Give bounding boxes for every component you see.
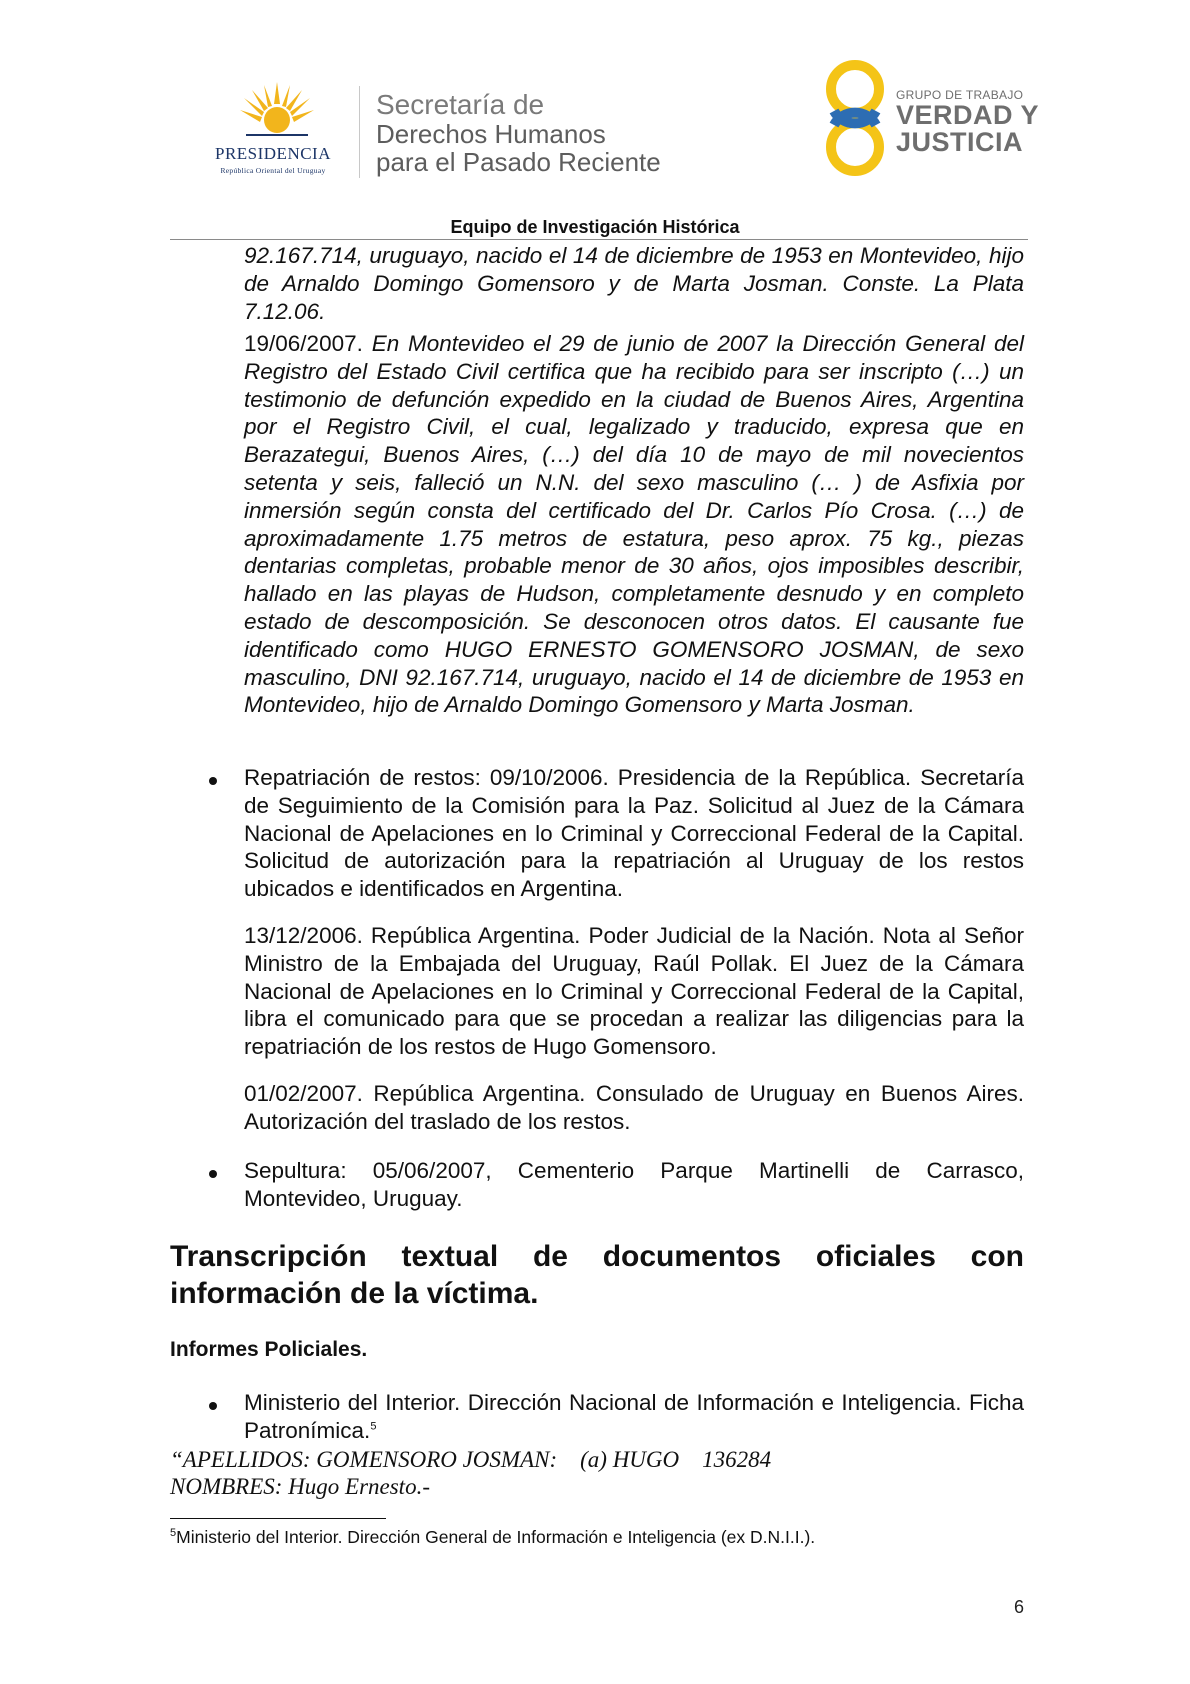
bullet-sepultura: Sepultura: 05/06/2007, Cementerio Parque Martinelli de Carrasco, Montevideo, Uruguay. <box>244 1158 1024 1211</box>
presidencia-logo <box>198 82 348 178</box>
sun-emblem-icon <box>238 82 316 142</box>
gtvj-small-label: GRUPO DE TRABAJO <box>896 88 1024 102</box>
bullet-text: Ministerio del Interior. Dirección Nacional de Información e Inteligencia. Ficha Patronímica. <box>244 1390 1024 1443</box>
bullet-repatriacion: Repatriación de restos: 09/10/2006. Presidencia de la República. Secretaría de Seguimiento de la Comisión para la Paz. Solicitud al Juez de la Cámara Nacional de Apelaciones en lo Criminal y Correccional Federal de la Capital. Solicitud de autorización para la repatriación al Uruguay de los restos ubicados e identificados en Argentina. <box>244 765 1024 902</box>
paragraph-registro-civil <box>244 330 1024 719</box>
italic-text: En Montevideo el 29 de junio de 2007 la Dirección General del Registro del Estado Civil certifica que ha recibido para ser inscripto (…) un testimonio de defunción expedido en la ciudad de Buenos Aires, Argentina por el Registro Civil, el cual, legalizado y traducido, expresa que en Berazategui, Buenos Aires, (…) del día 10 de mayo de mil novecientos setenta y seis, falleció un N.N. del sexo masculino (… ) de Asfixia por inmersión según consta del certificado del Dr. Carlos Pío Crosa. (…) de aproximadamente 1.75 metros de estatura, peso aprox. 75 kg., piezas dentarias completas, probable menor de 30 años, ojos imposibles describir, hallado en las playas de Hudson, completamente desnudo y en completo estado de descomposición. Se desconocen otros datos. El causante fue identificado como HUGO ERNESTO GOMENSORO JOSMAN, de sexo masculino, DNI 92.167.714, uruguayo, nacido el 14 de diciembre de 1953 en Montevideo, hijo de Arnaldo Domingo Gomensoro y Marta Josman. <box>244 331 1024 718</box>
page-number: 6 <box>1014 1597 1025 1617</box>
verdad-justicia-rings-icon <box>822 56 888 180</box>
section-heading: Transcripción textual de documentos oficiales con información de la víctima. <box>170 1240 1024 1310</box>
presidencia-subtitle: República Oriental del Uruguay <box>220 166 326 175</box>
quote-line-1: “APELLIDOS: GOMENSORO JOSMAN: (a) HUGO 136284 <box>170 1447 772 1472</box>
bullet-point <box>209 777 217 785</box>
bullet-point <box>209 1402 217 1410</box>
italic-text: 92.167.714, uruguayo, nacido el 14 de diciembre de 1953 en Montevideo, hijo de Arnaldo Domingo Gomensoro y de Marta Josman. Conste. La Plata 7.12.06. <box>244 243 1024 324</box>
paragraph-continuation <box>244 242 1024 325</box>
secretaria-line-2: Derechos Humanos <box>376 119 606 149</box>
secretaria-line-1: Secretaría de <box>376 89 545 120</box>
quote-line-2: NOMBRES: Hugo Ernesto.- <box>170 1474 430 1499</box>
footnote-separator <box>170 1518 386 1519</box>
gtvj-line-1: VERDAD Y <box>896 100 1040 130</box>
gtvj-line-2: JUSTICIA <box>896 127 1024 157</box>
paragraph-consulado: 01/02/2007. República Argentina. Consulado de Uruguay en Buenos Aires. Autorización del traslado de los restos. <box>244 1081 1024 1134</box>
date-text: 19/06/2007. <box>244 331 363 356</box>
footnote-number: 5 <box>170 1527 177 1540</box>
footnote <box>170 1527 815 1548</box>
header-divider <box>359 86 360 178</box>
footnote-ref[interactable]: 5 <box>370 1420 377 1433</box>
bullet-ministerio <box>244 1389 1024 1445</box>
secretaria-line-3: para el Pasado Reciente <box>376 147 661 177</box>
subsection-heading: Informes Policiales. <box>170 1338 368 1361</box>
bullet-point <box>209 1170 217 1178</box>
paragraph-poder-judicial: 13/12/2006. República Argentina. Poder Judicial de la Nación. Nota al Señor Ministro de la Embajada del Uruguay, Raúl Pollak. El Juez de la Cámara Nacional de Apelaciones en lo Criminal y Correccional Federal de la Capital, libra el comunicado para que se procedan a realizar las diligencias para la repatriación de los restos de Hugo Gomensoro. <box>244 923 1024 1060</box>
secretaria-title <box>376 90 661 176</box>
verdad-justicia-wordmark <box>896 88 1039 156</box>
equipo-title: Equipo de Investigación Histórica <box>450 217 740 237</box>
footnote-text: Ministerio del Interior. Dirección General de Información e Inteligencia (ex D.N.I.I.). <box>176 1527 816 1547</box>
page-header <box>0 0 1190 240</box>
presidencia-wordmark: PRESIDENCIA <box>214 144 331 163</box>
header-rule <box>170 239 1028 240</box>
